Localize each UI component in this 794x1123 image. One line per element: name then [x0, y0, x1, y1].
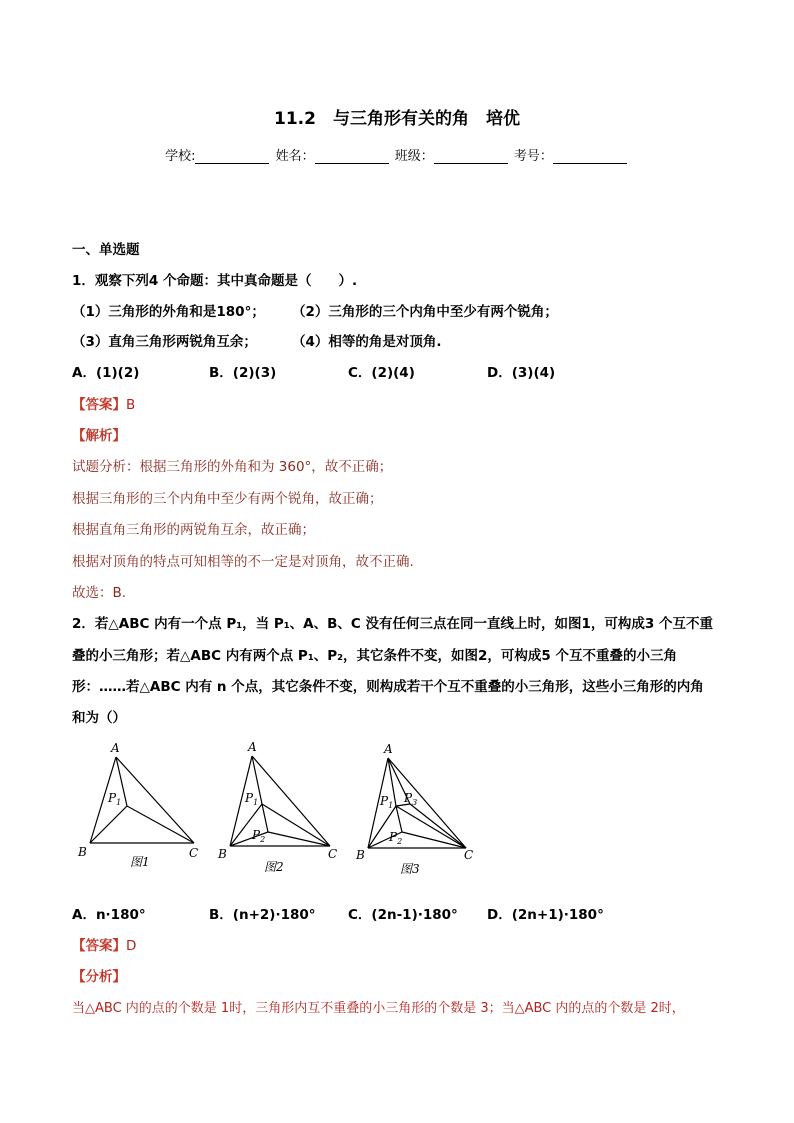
q1-prop-1: （1）三角形的外角和是180°； [72, 304, 265, 320]
q1-option-d[interactable]: D．(3)(4) [487, 365, 556, 381]
q2-stem-line-2: 叠的小三角形；若△ABC 内有两个点 P₁、P₂，其它条件不变，如图2，可构成5 个互不重叠的小三角 [72, 648, 678, 664]
fig3-caption: 图3 [400, 862, 420, 876]
school-label: 学校: [165, 149, 196, 164]
q2-option-c[interactable]: C．(2n-1)·180° [348, 907, 458, 923]
name-blank[interactable] [315, 150, 389, 164]
figure-2 [216, 738, 346, 883]
figure-3 [352, 738, 482, 883]
fig1-label-c: C [189, 846, 199, 860]
q1-analysis-line: 根据三角形的三个内角中至少有两个锐角，故正确； [72, 491, 383, 507]
class-blank[interactable] [434, 150, 508, 164]
q2-option-b[interactable]: B．(n+2)·180° [209, 907, 316, 923]
fig2-label-c: C [328, 847, 338, 861]
fig1-label-a: A [111, 741, 120, 755]
q2-answer [72, 934, 136, 954]
q1-option-b[interactable]: B．(2)(3) [209, 365, 277, 381]
fig2-label-p2: $P_2$ [252, 828, 266, 844]
page-title: 11.2 与三角形有关的角 培优 [274, 109, 520, 129]
q2-answer-value: D [126, 938, 137, 954]
fig1-caption: 图1 [130, 855, 150, 869]
q1-analysis-line: 根据直角三角形的两锐角互余，故正确； [72, 522, 315, 538]
fig1-label-b: B [78, 845, 87, 859]
q1-answer-tag: 【答案】 [72, 397, 126, 413]
q2-option-a[interactable]: A．n·180° [72, 907, 146, 923]
student-info-line [0, 145, 794, 164]
q1-prop-2: （2）三角形的三个内角中至少有两个锐角； [292, 304, 558, 320]
fig3-label-p2: $P_2$ [389, 830, 403, 846]
fig2-label-a: A [248, 740, 257, 754]
fig3-label-b: B [356, 848, 365, 862]
q1-analysis-line: 故选：B. [72, 585, 127, 601]
fig3-label-p1: $P_1$ [380, 794, 394, 810]
q2-stem-line-3: 形：……若△ABC 内有 n 个点，其它条件不变，则构成若干个互不重叠的小三角形，这些小三角形的内角 [72, 679, 704, 695]
number-blank[interactable] [553, 150, 627, 164]
q1-option-a[interactable]: A．(1)(2) [72, 365, 140, 381]
school-blank[interactable] [195, 150, 269, 164]
fig3-label-a: A [384, 742, 393, 756]
q2-stem-line-1: 2．若△ABC 内有一个点 P₁，当 P₁、A、B、C 没有任何三点在同一直线上时，如图1，可构成3 个互不重 [72, 616, 713, 632]
q2-analysis-line: 当△ABC 内的点的个数是 1时，三角形内互不重叠的小三角形的个数是 3；当△ABC 内的点的个数是 2时， [72, 1001, 685, 1016]
figure-1 [74, 738, 214, 878]
number-label: 考号： [513, 149, 553, 164]
class-label: 班级： [394, 149, 434, 164]
q1-prop-3: （3）直角三角形两锐角互余； [72, 334, 257, 350]
q1-prop-4: （4）相等的角是对顶角. [292, 334, 442, 350]
fig2-caption: 图2 [264, 860, 284, 874]
q2-analysis-tag: 【分析】 [72, 969, 126, 985]
section-heading: 一、单选题 [72, 242, 140, 258]
q1-option-c[interactable]: C．(2)(4) [348, 365, 415, 381]
q2-stem-line-4: 和为（） [72, 710, 126, 726]
fig3-label-c: C [464, 848, 474, 862]
q1-answer [72, 393, 135, 413]
q1-analysis-line: 试题分析：根据三角形的外角和为 360°，故不正确； [72, 459, 393, 475]
q2-answer-tag: 【答案】 [72, 938, 126, 954]
fig2-label-b: B [218, 847, 227, 861]
q2-option-d[interactable]: D．(2n+1)·180° [487, 907, 604, 923]
q1-stem: 1．观察下列4 个命题：其中真命题是（ ）. [72, 273, 358, 289]
q1-analysis-line: 根据对顶角的特点可知相等的不一定是对顶角，故不正确. [72, 554, 414, 570]
name-label: 姓名： [275, 149, 315, 164]
fig2-label-p1: $P_1$ [245, 791, 259, 807]
q1-answer-value: B [126, 397, 136, 413]
fig1-label-p1: $P_1$ [108, 791, 122, 807]
fig3-label-p3: $P_3$ [404, 791, 418, 807]
q1-analysis-tag: 【解析】 [72, 428, 126, 444]
